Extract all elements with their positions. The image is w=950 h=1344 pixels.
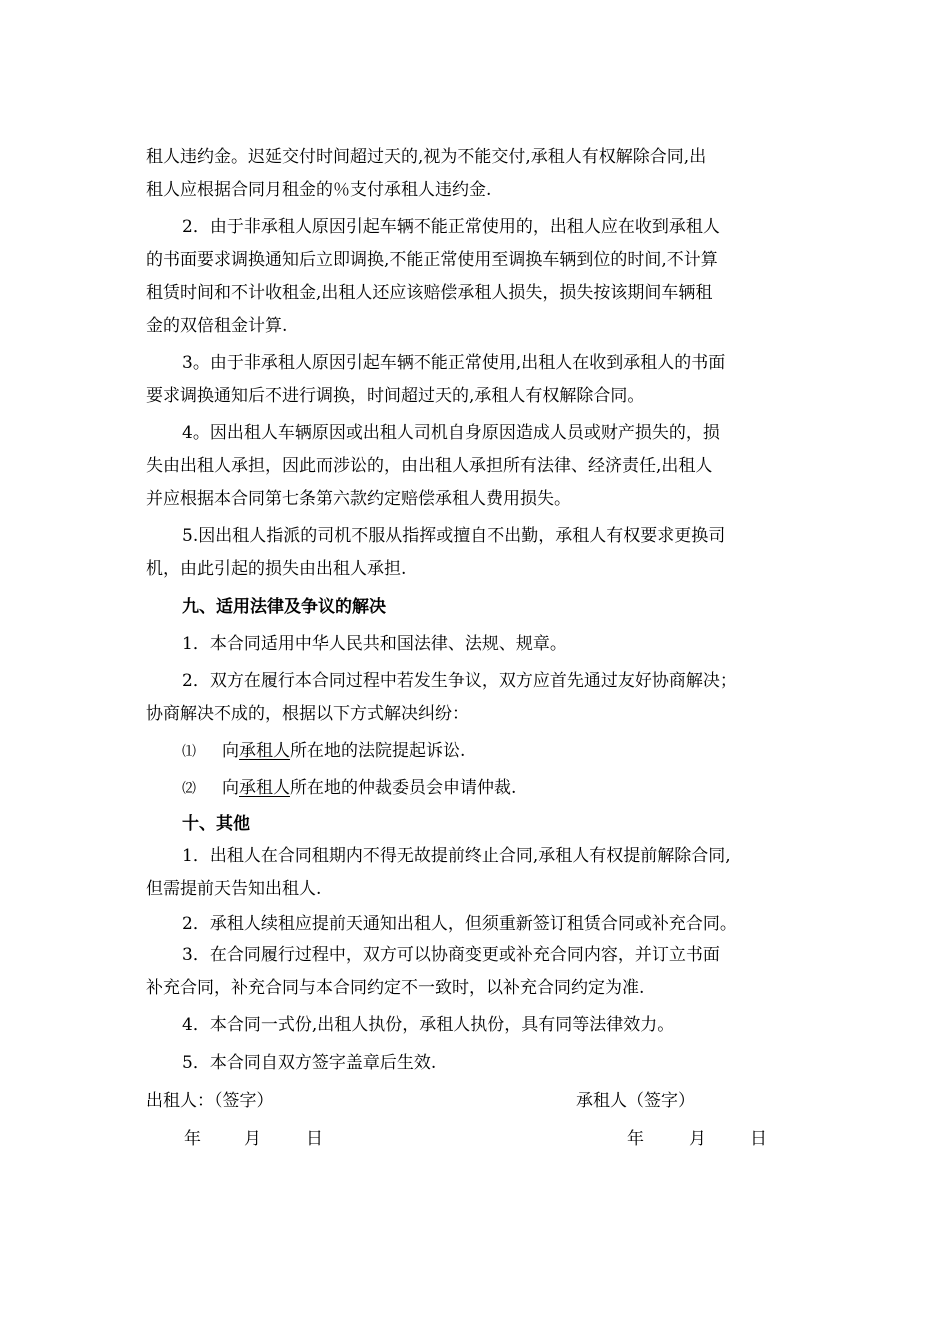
section-9-p2-cont: 协商解决不成的，根据以下方式解决纠纷： [146, 704, 469, 724]
option-2-pre: 向 [222, 778, 239, 798]
lessor-month: 月 [244, 1129, 261, 1149]
text-line: 要求调换通知后不进行调换，时间超过天的,承租人有权解除合同。 [146, 386, 645, 406]
text-line: 金的双倍租金计算. [146, 316, 288, 336]
text-line: 3。由于非承租人原因引起车辆不能正常使用,出租人在收到承租人的书面 [182, 353, 726, 373]
lessor-day: 日 [306, 1129, 323, 1149]
lessor-signature-label: 出租人：（签字） [146, 1091, 274, 1111]
text-line: 机，由此引起的损失由出租人承担. [146, 559, 407, 579]
text-line: 4。因出租人车辆原因或出租人司机自身原因造成人员或财产损失的，损 [182, 423, 720, 443]
option-1-post: 所在地的法院提起诉讼. [290, 741, 466, 761]
section-10-title: 十、其他 [182, 814, 250, 834]
lessee-signature-label: 承租人（签字） [576, 1091, 695, 1111]
option-1-pre: 向 [222, 741, 239, 761]
section-10-p3-cont: 补充合同，补充合同与本合同约定不一致时，以补充合同约定为准. [146, 978, 645, 998]
lessee-year: 年 [627, 1129, 644, 1149]
text-line: 并应根据本合同第七条第六款约定赔偿承租人费用损失。 [146, 489, 571, 509]
option-2-post: 所在地的仲裁委员会申请仲裁. [290, 778, 517, 798]
text-line: 的书面要求调换通知后立即调换,不能正常使用至调换车辆到位的时间,不计算 [146, 250, 718, 270]
section-10-p3: 3．在合同履行过程中，双方可以协商变更或补充合同内容，并订立书面 [182, 945, 720, 965]
section-9-p1: 1．本合同适用中华人民共和国法律、法规、规章。 [182, 634, 567, 654]
lessee-day: 日 [750, 1129, 767, 1149]
option-1-underlined: 承租人 [239, 741, 290, 761]
section-10-p2: 2．承租人续租应提前天通知出租人，但须重新签订租赁合同或补充合同。 [182, 914, 737, 934]
lessee-month: 月 [689, 1129, 706, 1149]
section-10-p5: 5．本合同自双方签字盖章后生效. [182, 1053, 437, 1073]
text-line: 租人应根据合同月租金的％支付承租人违约金. [146, 180, 492, 200]
text-line: 5.因出租人指派的司机不服从指挥或擅自不出勤，承租人有权要求更换司 [182, 526, 726, 546]
section-9-p2: 2．双方在履行本合同过程中若发生争议，双方应首先通过友好协商解决； [182, 671, 737, 691]
option-2 [182, 777, 872, 800]
text-line: 租人违约金。迟延交付时间超过天的,视为不能交付,承租人有权解除合同,出 [146, 147, 707, 167]
option-2-underlined: 承租人 [239, 778, 290, 798]
section-10-p4: 4．本合同一式份,出租人执份，承租人执份，具有同等法律效力。 [182, 1015, 675, 1035]
text-line: 失由出租人承担，因此而涉讼的，由出租人承担所有法律、经济责任,出租人 [146, 456, 713, 476]
text-line: 2．由于非承租人原因引起车辆不能正常使用的，出租人应在收到承租人 [182, 217, 720, 237]
option-1 [182, 740, 872, 763]
lessor-year: 年 [184, 1129, 201, 1149]
text-line: 租赁时间和不计收租金,出租人还应该赔偿承租人损失，损失按该期间车辆租 [146, 283, 713, 303]
section-10-p1: 1．出租人在合同租期内不得无故提前终止合同,承租人有权提前解除合同, [182, 846, 731, 866]
option-2-number: ⑵ [182, 781, 196, 797]
option-1-number: ⑴ [182, 744, 196, 760]
section-9-title: 九、适用法律及争议的解决 [182, 597, 386, 617]
section-10-p1-cont: 但需提前天告知出租人. [146, 879, 322, 899]
